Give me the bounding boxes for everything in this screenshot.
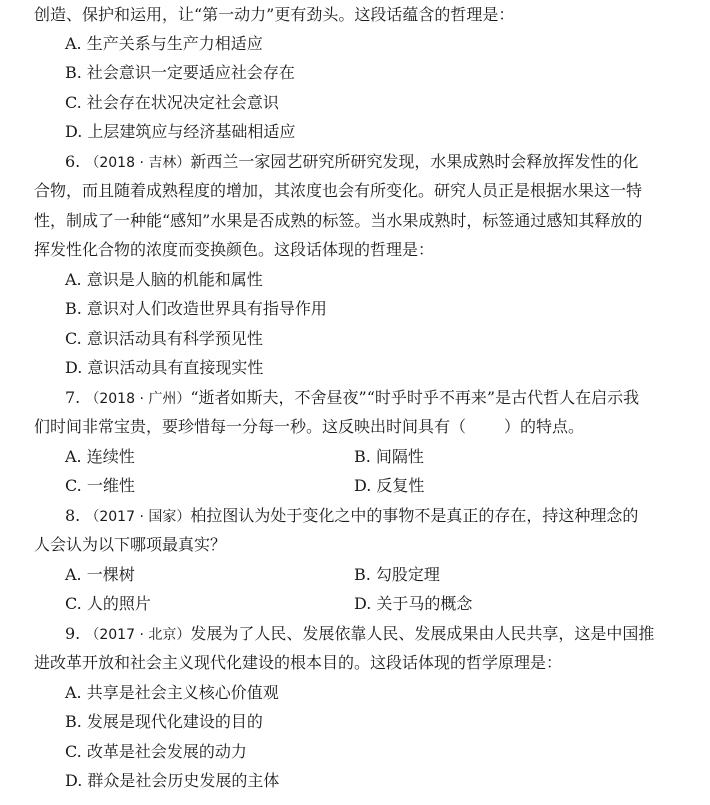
q8-option-a: A. 一棵树 — [65, 565, 135, 584]
q8-text-1: 柏拉图认为处于变化之中的事物不是真正的存在，持这种理念的 — [190, 506, 639, 525]
q9-stem-line2: 进改革开放和社会主义现代化建设的根本目的。这段话体现的哲学原理是： — [34, 653, 563, 672]
q9-option-a: A. 共享是社会主义核心价值观 — [65, 683, 279, 702]
q9-option-d: D. 群众是社会历史发展的主体 — [65, 771, 280, 790]
q8-stem-line1 — [65, 501, 638, 531]
q6-option-d: D. 意识活动具有直接现实性 — [65, 358, 264, 377]
q9-source-tag: （2017 · 北京） — [85, 627, 191, 643]
prev-option-b: B. 社会意识一定要适应社会存在 — [65, 63, 295, 82]
q6-stem-line3: 性，制成了一种能“感知”水果是否成熟的标签。当水果成熟时，标签通过感知其释放的 — [34, 211, 643, 230]
q6-stem-line2: 合物，而且随着成熟程度的增加，其浓度也会有所变化。研究人员正是根据水果这一特 — [34, 181, 643, 200]
q7-option-a: A. 连续性 — [65, 447, 135, 466]
q9-option-b: B. 发展是现代化建设的目的 — [65, 712, 263, 731]
q6-source-tag: （2018 · 吉林） — [85, 155, 191, 171]
q7-source-tag: （2018 · 广州） — [85, 391, 191, 407]
q7-stem-line1 — [65, 383, 639, 413]
q7-stem-line2 — [34, 412, 584, 442]
q8-option-c: C. 人的照片 — [65, 594, 151, 613]
q6-stem-line1 — [65, 147, 638, 177]
prev-question-text: 创造、保护和运用，让“第一动力”更有劲头。这段话蕴含的哲理是： — [34, 5, 515, 24]
q8-option-b: B. 勾股定理 — [354, 565, 440, 584]
q6-option-a: A. 意识是人脑的机能和属性 — [65, 270, 263, 289]
q7-text-2a: 们时间非常宝贵，要珍惜每一分每一秒。这反映出时间具有（ — [34, 417, 467, 436]
q7-number: 7. — [65, 388, 81, 407]
q8-number: 8. — [65, 506, 81, 525]
q7-text-2b: ）的特点。 — [504, 417, 585, 436]
q9-option-c: C. 改革是社会发展的动力 — [65, 742, 247, 761]
q6-option-b: B. 意识对人们改造世界具有指导作用 — [65, 299, 327, 318]
prev-option-c: C. 社会存在状况决定社会意识 — [65, 93, 279, 112]
q9-text-1: 发展为了人民、发展依靠人民、发展成果由人民共享，这是中国推 — [190, 624, 655, 643]
q8-option-d: D. 关于马的概念 — [354, 594, 473, 613]
q7-option-c: C. 一维性 — [65, 476, 135, 495]
q9-number: 9. — [65, 624, 81, 643]
prev-option-a: A. 生产关系与生产力相适应 — [65, 34, 263, 53]
q6-stem-line4: 挥发性化合物的浓度而变换颜色。这段话体现的哲理是： — [34, 240, 435, 259]
q7-text-1: “逝者如斯夫，不舍昼夜”“时乎时乎不再来”是古代哲人在启示我 — [190, 388, 640, 407]
q6-text-1: 新西兰一家园艺研究所研究发现，水果成熟时会释放挥发性的化 — [190, 152, 639, 171]
q8-stem-line2: 人会认为以下哪项最真实？ — [34, 535, 227, 554]
q7-option-d: D. 反复性 — [354, 476, 425, 495]
q6-option-c: C. 意识活动具有科学预见性 — [65, 329, 263, 348]
prev-option-d: D. 上层建筑应与经济基础相适应 — [65, 122, 296, 141]
q9-stem-line1 — [65, 619, 654, 649]
q6-number: 6. — [65, 152, 81, 171]
q8-source-tag: （2017 · 国家） — [85, 509, 191, 525]
q7-option-b: B. 间隔性 — [354, 447, 424, 466]
